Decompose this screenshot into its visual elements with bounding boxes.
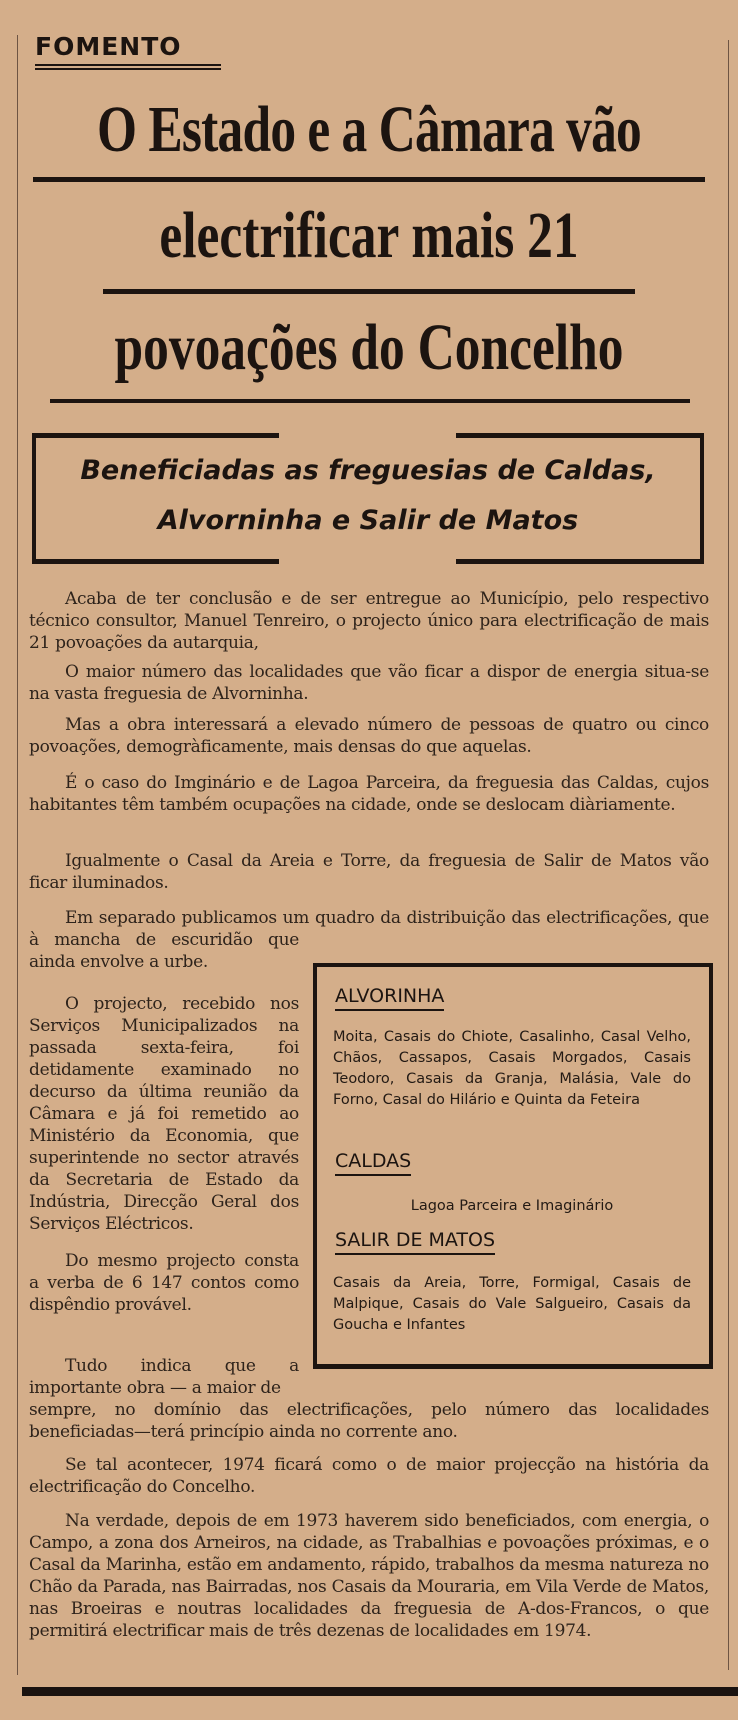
box-heading-salir-de-matos: SALIR DE MATOS [335, 1229, 495, 1255]
kicker-underline [35, 64, 221, 66]
box-text-alvorinha: Moita, Casais do Chiote, Casalinho, Casal Velho, Chãos, Cassapos, Casais Morgados, Casais Teodoro, Casais da Granja, Malásia, Vale do Forno, Casal do Hilário e Quinta da Feteira [333, 1029, 691, 1108]
box-text-salir-de-matos: Casais da Areia, Torre, Formigal, Casais de Malpique, Casais do Vale Salgueiro, Casais da Goucha e Infantes [333, 1275, 691, 1333]
headline-rule-1 [33, 177, 705, 182]
subheadline-box [32, 433, 704, 564]
paragraph: É o caso do Imginário e de Lagoa Parceira, da freguesia das Caldas, cujos habitantes têm também ocupações na cidade, onde se deslocam diàriamente. [29, 773, 709, 815]
headline-rule-2 [103, 289, 635, 294]
paragraph: Na verdade, depois de em 1973 haverem sido beneficiados, com energia, o Campo, a zona dos Arneiros, na cidade, as Trabalhias e povoações próximas, e o Casal da Marinha, estão em andamento, rápido, trabalhos da mesma natureza no Chão da Parada, nas Bairradas, nos Casais da Mouraria, em Vila Verde de Matos, nas Broeiras e noutras localidades da freguesia de A-dos-Francos, o que permitirá electrificar mais de três dezenas de localidades em 1974. [29, 1511, 709, 1641]
kicker-underline-2 [35, 68, 221, 70]
box-heading-caldas: CALDAS [335, 1150, 411, 1176]
paragraph: O maior número das localidades que vão ficar a dispor de energia situa-se na vasta freguesia de Alvorninha. [29, 662, 709, 704]
paragraph-continued: sempre, no domínio das electrificações, pelo número das localidades beneficiadas—terá princípio ainda no corrente ano. [29, 1400, 709, 1442]
paragraph: Mas a obra interessará a elevado número de pessoas de quatro ou cinco povoações, demogràficamente, mais densas do que aquelas. [29, 715, 709, 757]
headline-line-2: electrificar mais 21 [159, 199, 579, 272]
section-kicker: FOMENTO [35, 32, 182, 61]
headline-line-3: povoações do Concelho [114, 311, 624, 384]
bottom-rule [22, 1687, 738, 1696]
paragraph: Acaba de ter conclusão e de ser entregue ao Município, pelo respectivo técnico consultor, Manuel Tenreiro, o projecto único para electrificação de mais 21 povoações da autarquia, [29, 589, 709, 653]
paragraph: Igualmente o Casal da Areia e Torre, da freguesia de Salir de Matos vão ficar iluminados. [29, 851, 709, 893]
distribution-table-box [313, 963, 713, 1369]
box-heading-alvorinha: ALVORINHA [335, 985, 444, 1011]
paragraph-continued: à mancha de escuridão que ainda envolve a urbe. [29, 930, 299, 972]
paragraph: Em separado publicamos um quadro da distribuição das electrificações, que [65, 908, 709, 928]
headline-rule-3 [50, 399, 690, 403]
paragraph: Tudo indica que a importante obra — a maior de [29, 1356, 299, 1398]
column-rule-right [728, 40, 729, 1670]
subheadline-line-1: Beneficiadas as freguesias de Caldas, [80, 455, 656, 486]
subheadline-line-2: Alvorninha e Salir de Matos [157, 505, 579, 536]
paragraph: Se tal acontecer, 1974 ficará como o de maior projecção na história da electrificação do Concelho. [29, 1455, 709, 1497]
column-rule-left [17, 35, 18, 1675]
headline-line-1: O Estado e a Câmara vão [96, 93, 642, 166]
paragraph: Do mesmo projecto consta a verba de 6 147 contos como dispêndio provável. [29, 1251, 299, 1315]
paragraph: O projecto, recebido nos Serviços Municipalizados na passada sexta-feira, foi detidamente examinado no decurso da última reunião da Câmara e já foi remetido ao Ministério da Economia, que superintende no sector através da Secretaria de Estado da Indústria, Direcção Geral dos Serviços Eléctricos. [29, 994, 299, 1234]
box-text-caldas: Lagoa Parceira e Imaginário [410, 1198, 614, 1214]
